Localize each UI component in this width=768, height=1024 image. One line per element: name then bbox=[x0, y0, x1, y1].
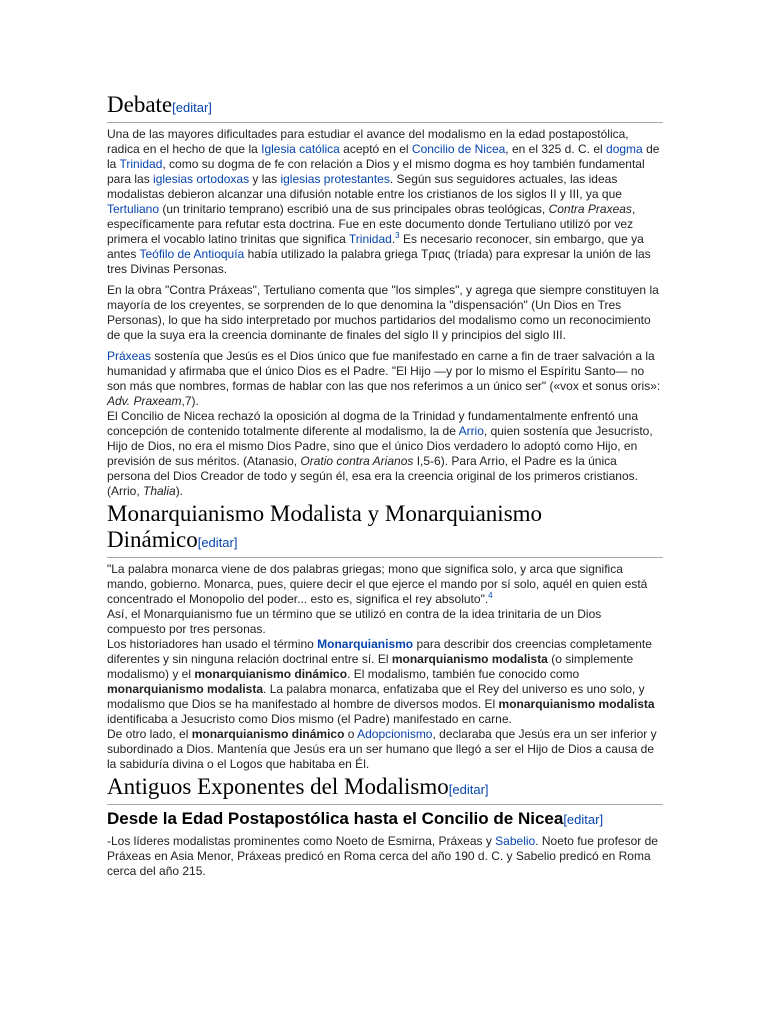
italic-title: Contra Praxeas bbox=[548, 202, 632, 216]
text: , como su dogma de fe con relación a Dios y el mismo dogma es hoy también fundamental para las bbox=[107, 157, 645, 186]
text: . Noeto fue profesor de Práxeas en Asia Menor, Práxeas predicó en Roma cerca del año 190 d. C. y Sabelio predicó en Roma cerca del año 215. bbox=[107, 834, 658, 878]
link-iglesias-protestantes[interactable]: iglesias protestantes bbox=[280, 172, 390, 186]
text: Los historiadores han usado el término bbox=[107, 637, 318, 651]
text: o bbox=[344, 727, 358, 741]
text: , quien sostenía que Jesucristo, Hijo de Dios, no era el mismo Dios Padre, sino que el único Dios verdadero lo adoptó como Hijo, en previsión de sus méritos. (Atanasio, bbox=[107, 424, 653, 468]
paragraph-debate-1: Una de las mayores dificultades para estudiar el avance del modalismo en la edad postapostólica, radica en el hecho de que la Iglesia católica aceptó en el Concilio de Nicea, en el 325 d. C. el dogma de la Trinidad, como su dogma de fe con relación a Dios y el mismo dogma es hoy también fundamental para las iglesias ortodoxas y las iglesias protestantes. Según sus seguidores actuales, las ideas modalistas debieron alcanzar una difusión notable entre los cristianos de los siglos II y III, ya que Tertuliano (un trinitario temprano) escribió una de sus principales obras teológicas, Contra Praxeas, específicamente para refutar esta doctrina. Fue en este documento donde Tertuliano utilizó por vez primera el vocablo latino trinitas que significa Trinidad.$^3$ Es necesario reconocer, sin embargo, que ya antes Teófilo de Antioquía había utilizado la palabra griega Τριας (tríada) para expresar la unión de las tres Divinas Personas. bbox=[107, 127, 660, 276]
text: "La palabra monarca viene de dos palabras griegas; mono que significa solo, y arca que significa mando, gobierno. Monarca, pues, quiere decir el que ejerce el mando por sí solo, aquél en quien está concentrado el Monopolio del poder... esto es, significa el rey absoluto". bbox=[107, 562, 648, 606]
bold-term: monarquianismo modalista bbox=[498, 697, 655, 711]
text: . El modalismo, también fue conocido como bbox=[347, 667, 580, 681]
link-dogma[interactable]: dogma bbox=[606, 142, 643, 156]
text: , declaraba que Jesús era un ser inferior y subordinado a Dios. Mantenía que Jesús era un ser humano que llegó a ser el Hijo de Dios a causa de la sabiduría divina o el Logos que habitaba en Él. bbox=[107, 727, 657, 771]
bold-term: monarquianismo modalista bbox=[391, 652, 548, 666]
text: , específicamente para refutar esta doctrina. Fue en este documento donde Tertuliano utilizó por vez primera el vocablo latino trinitas que significa bbox=[107, 202, 636, 246]
text: , en el 325 d. C. el bbox=[505, 142, 607, 156]
link-adopcionismo[interactable]: Adopcionismo bbox=[357, 727, 433, 741]
link-monarquianismo[interactable]: Monarquianismo bbox=[317, 637, 414, 651]
text: I,5-6). Para Arrio, el Padre es la única persona del Dios Creador de todo y según él, esa era la creencia original de los primeros cristianos.(Arrio, bbox=[107, 454, 638, 498]
link-sabelio[interactable]: Sabelio bbox=[495, 834, 536, 848]
subsection-title: Desde la Edad Postapostólica hasta el Concilio de Nicea bbox=[107, 809, 564, 828]
edit-link[interactable]: [editar] bbox=[172, 100, 212, 115]
text: . La palabra monarca, enfatizaba que el Rey del universo es uno solo, y modalismo que Dios se ha manifestado al hombre de diversos modos. El bbox=[107, 682, 645, 711]
link-tertuliano[interactable]: Tertuliano bbox=[107, 202, 160, 216]
section-heading-monarquianismo bbox=[107, 501, 663, 558]
bold-term: monarquianismo dinámico bbox=[194, 667, 348, 681]
subsection-heading-postapostolica bbox=[107, 808, 663, 830]
text: De otro lado, el bbox=[107, 727, 192, 741]
footnote-ref[interactable]: 3 bbox=[395, 231, 400, 240]
text: ). bbox=[175, 484, 184, 498]
italic-title: Adv. Praxeam bbox=[107, 394, 182, 408]
bold-term: monarquianismo modalista bbox=[107, 682, 264, 696]
paragraph-monarq-4 bbox=[107, 727, 663, 772]
text: (un trinitario temprano) escribió una de sus principales obras teológicas, bbox=[159, 202, 549, 216]
paragraph-debate-2: En la obra "Contra Práxeas", Tertuliano comenta que "los simples", y agrega que siempre constituyen la mayoría de los creyentes, se sorprenden de lo que denomina la "dispensación" (Un Dios en Tres Personas), lo que ha sido interpretado por muchos partidarios del modalismo como un reconocimiento de que la suya era la creencia dominante de finales del siglo II y principios del siglo III. bbox=[107, 283, 659, 342]
edit-link[interactable]: [editar] bbox=[448, 782, 489, 797]
text: sostenía que Jesús es el Dios único que fue manifestado en carne a fin de traer salvación a la humanidad y afirmaba que el único Dios es el Padre. "El Hijo —y por lo mismo el Espíritu Santo— no son más que nombres, formas de hablar con las que nos referimos a un único ser" («vox et sonus oris»: bbox=[107, 349, 661, 393]
link-iglesias-ortodoxas[interactable]: iglesias ortodoxas bbox=[153, 172, 250, 186]
text: (o simplemente modalismo) y el bbox=[107, 652, 634, 681]
footnote-ref[interactable]: 4 bbox=[488, 591, 493, 600]
link-teofilo-antioquia[interactable]: Teófilo de Antioquía bbox=[139, 247, 245, 261]
section-title: Monarquianismo Modalista y Monarquianismo Dinámico bbox=[107, 501, 543, 552]
section-title: Debate bbox=[107, 92, 173, 117]
link-arrio[interactable]: Arrio bbox=[458, 424, 484, 438]
link-trinidad[interactable]: Trinidad bbox=[119, 157, 163, 171]
paragraph-postapostolica-1 bbox=[107, 834, 663, 879]
text: y las bbox=[249, 172, 281, 186]
italic-title: Oratio contra Arianos bbox=[300, 454, 414, 468]
text: El Concilio de Nicea rechazó la oposición al dogma de la Trinidad y fundamentalmente enfrentó una concepción de contenido totalmente diferente al modalismo, la de bbox=[107, 409, 638, 438]
text: aceptó en el bbox=[339, 142, 412, 156]
edit-link[interactable]: [editar] bbox=[197, 535, 238, 550]
section-title: Antiguos Exponentes del Modalismo bbox=[107, 774, 449, 799]
text: para describir dos creencias completamente diferentes y sin ninguna relación doctrinal entre sí. El bbox=[107, 637, 652, 666]
section-heading-debate bbox=[107, 92, 663, 123]
bold-term: monarquianismo dinámico bbox=[191, 727, 345, 741]
text: identificaba a Jesucristo como Dios mismo (el Padre) manifestado en carne. bbox=[107, 712, 512, 726]
link-iglesia-catolica[interactable]: Iglesia católica bbox=[261, 142, 340, 156]
text: ,7). bbox=[181, 394, 199, 408]
paragraph-monarq-1 bbox=[107, 562, 663, 607]
text: Una de las mayores dificultades para estudiar el avance del modalismo en la edad postapostólica, radica en el hecho de que la bbox=[107, 127, 629, 156]
text: . Según sus seguidores actuales, las ideas modalistas debieron alcanzar una difusión notable entre los cristianos de los siglos II y III, ya que bbox=[107, 172, 622, 201]
text: -Los líderes modalistas prominentes como Noeto de Esmirna, Práxeas y bbox=[107, 834, 496, 848]
article-content bbox=[107, 92, 663, 879]
text: de la bbox=[107, 142, 660, 171]
edit-link[interactable]: [editar] bbox=[563, 812, 604, 827]
link-praxeas[interactable]: Práxeas bbox=[107, 349, 152, 363]
italic-title: Thalia bbox=[143, 484, 176, 498]
paragraph-monarq-3 bbox=[107, 637, 663, 727]
paragraph-monarq-2: Así, el Monarquianismo fue un término que se utilizó en contra de la idea trinitaria de un Dios compuesto por tres personas. bbox=[107, 607, 602, 636]
link-trinidad-2[interactable]: Trinidad bbox=[348, 232, 392, 246]
section-heading-antiguos-exponentes bbox=[107, 774, 663, 805]
paragraph-debate-4 bbox=[107, 409, 663, 499]
link-concilio-nicea[interactable]: Concilio de Nicea bbox=[411, 142, 506, 156]
paragraph-debate-3 bbox=[107, 349, 663, 409]
text: Es necesario reconocer, sin embargo, que ya antes bbox=[107, 232, 644, 261]
text: había utilizado la palabra griega Τριας (tríada) para expresar la unión de las tres Divinas Personas. bbox=[107, 247, 651, 276]
